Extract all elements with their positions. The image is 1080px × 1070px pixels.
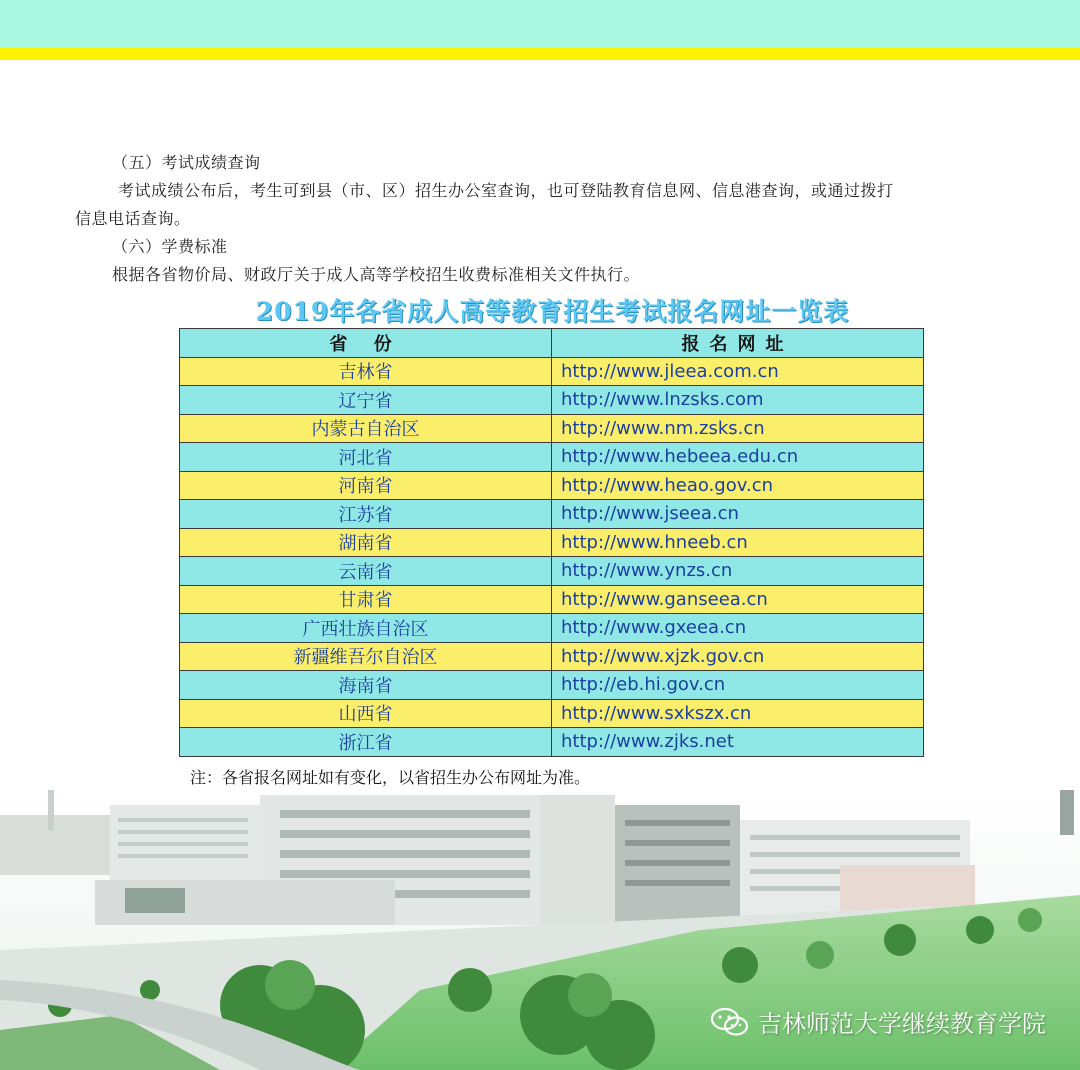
url-cell[interactable]: http://www.xjzk.gov.cn bbox=[552, 642, 924, 671]
section-five-body-line2: 信息电话查询。 bbox=[75, 209, 191, 228]
province-cell: 海南省 bbox=[180, 671, 552, 700]
url-cell[interactable]: http://www.ganseea.cn bbox=[552, 585, 924, 614]
table-title: 2019年各省成人高等教育招生考试报名网址一览表 bbox=[255, 297, 850, 326]
url-cell[interactable]: http://www.hneeb.cn bbox=[552, 528, 924, 557]
table-row bbox=[180, 414, 924, 443]
table-row bbox=[180, 443, 924, 472]
top-stripe bbox=[0, 48, 1080, 60]
url-cell[interactable]: http://www.hebeea.edu.cn bbox=[552, 443, 924, 472]
section-six-heading: （六）学费标准 bbox=[112, 237, 228, 256]
watermark bbox=[710, 1004, 1046, 1039]
province-cell: 山西省 bbox=[180, 699, 552, 728]
section-six-body: 根据各省物价局、财政厅关于成人高等学校招生收费标准相关文件执行。 bbox=[112, 265, 641, 284]
url-cell[interactable]: http://eb.hi.gov.cn bbox=[552, 671, 924, 700]
top-band bbox=[0, 0, 1080, 48]
table-row bbox=[180, 357, 924, 386]
wechat-icon bbox=[710, 1007, 750, 1037]
url-cell[interactable]: http://www.gxeea.cn bbox=[552, 614, 924, 643]
province-cell: 辽宁省 bbox=[180, 386, 552, 415]
url-cell[interactable]: http://www.sxkszx.cn bbox=[552, 699, 924, 728]
table-row bbox=[180, 642, 924, 671]
url-cell[interactable]: http://www.jseea.cn bbox=[552, 500, 924, 529]
url-cell[interactable]: http://www.jleea.com.cn bbox=[552, 357, 924, 386]
province-cell: 新疆维吾尔自治区 bbox=[180, 642, 552, 671]
watermark-text: 吉林师范大学继续教育学院 bbox=[758, 1010, 1046, 1038]
table-row bbox=[180, 386, 924, 415]
url-cell[interactable]: http://www.heao.gov.cn bbox=[552, 471, 924, 500]
table-row bbox=[180, 671, 924, 700]
province-cell: 吉林省 bbox=[180, 357, 552, 386]
url-cell[interactable]: http://www.zjks.net bbox=[552, 728, 924, 757]
province-cell: 广西壮族自治区 bbox=[180, 614, 552, 643]
url-cell[interactable]: http://www.ynzs.cn bbox=[552, 557, 924, 586]
header-province: 省 份 bbox=[180, 329, 552, 358]
url-cell[interactable]: http://www.lnzsks.com bbox=[552, 386, 924, 415]
table-row bbox=[180, 585, 924, 614]
province-cell: 江苏省 bbox=[180, 500, 552, 529]
table-note: 注：各省报名网址如有变化，以省招生办公布网址为准。 bbox=[190, 768, 591, 787]
table-row bbox=[180, 728, 924, 757]
table-body bbox=[180, 357, 924, 756]
table-row bbox=[180, 557, 924, 586]
table-row bbox=[180, 614, 924, 643]
table-row bbox=[180, 699, 924, 728]
province-cell: 甘肃省 bbox=[180, 585, 552, 614]
province-cell: 河南省 bbox=[180, 471, 552, 500]
section-five-heading: （五）考试成绩查询 bbox=[112, 153, 261, 172]
province-cell: 浙江省 bbox=[180, 728, 552, 757]
header-url: 报名网址 bbox=[552, 329, 924, 358]
province-cell: 内蒙古自治区 bbox=[180, 414, 552, 443]
table-row bbox=[180, 500, 924, 529]
table-row bbox=[180, 471, 924, 500]
section-five-body-line1: 考试成绩公布后，考生可到县（市、区）招生办公室查询，也可登陆教育信息网、信息港查询，或通过拨打 bbox=[118, 181, 894, 200]
province-cell: 湖南省 bbox=[180, 528, 552, 557]
province-cell: 河北省 bbox=[180, 443, 552, 472]
url-cell[interactable]: http://www.nm.zsks.cn bbox=[552, 414, 924, 443]
table-row bbox=[180, 528, 924, 557]
province-cell: 云南省 bbox=[180, 557, 552, 586]
registration-url-table bbox=[179, 328, 924, 757]
